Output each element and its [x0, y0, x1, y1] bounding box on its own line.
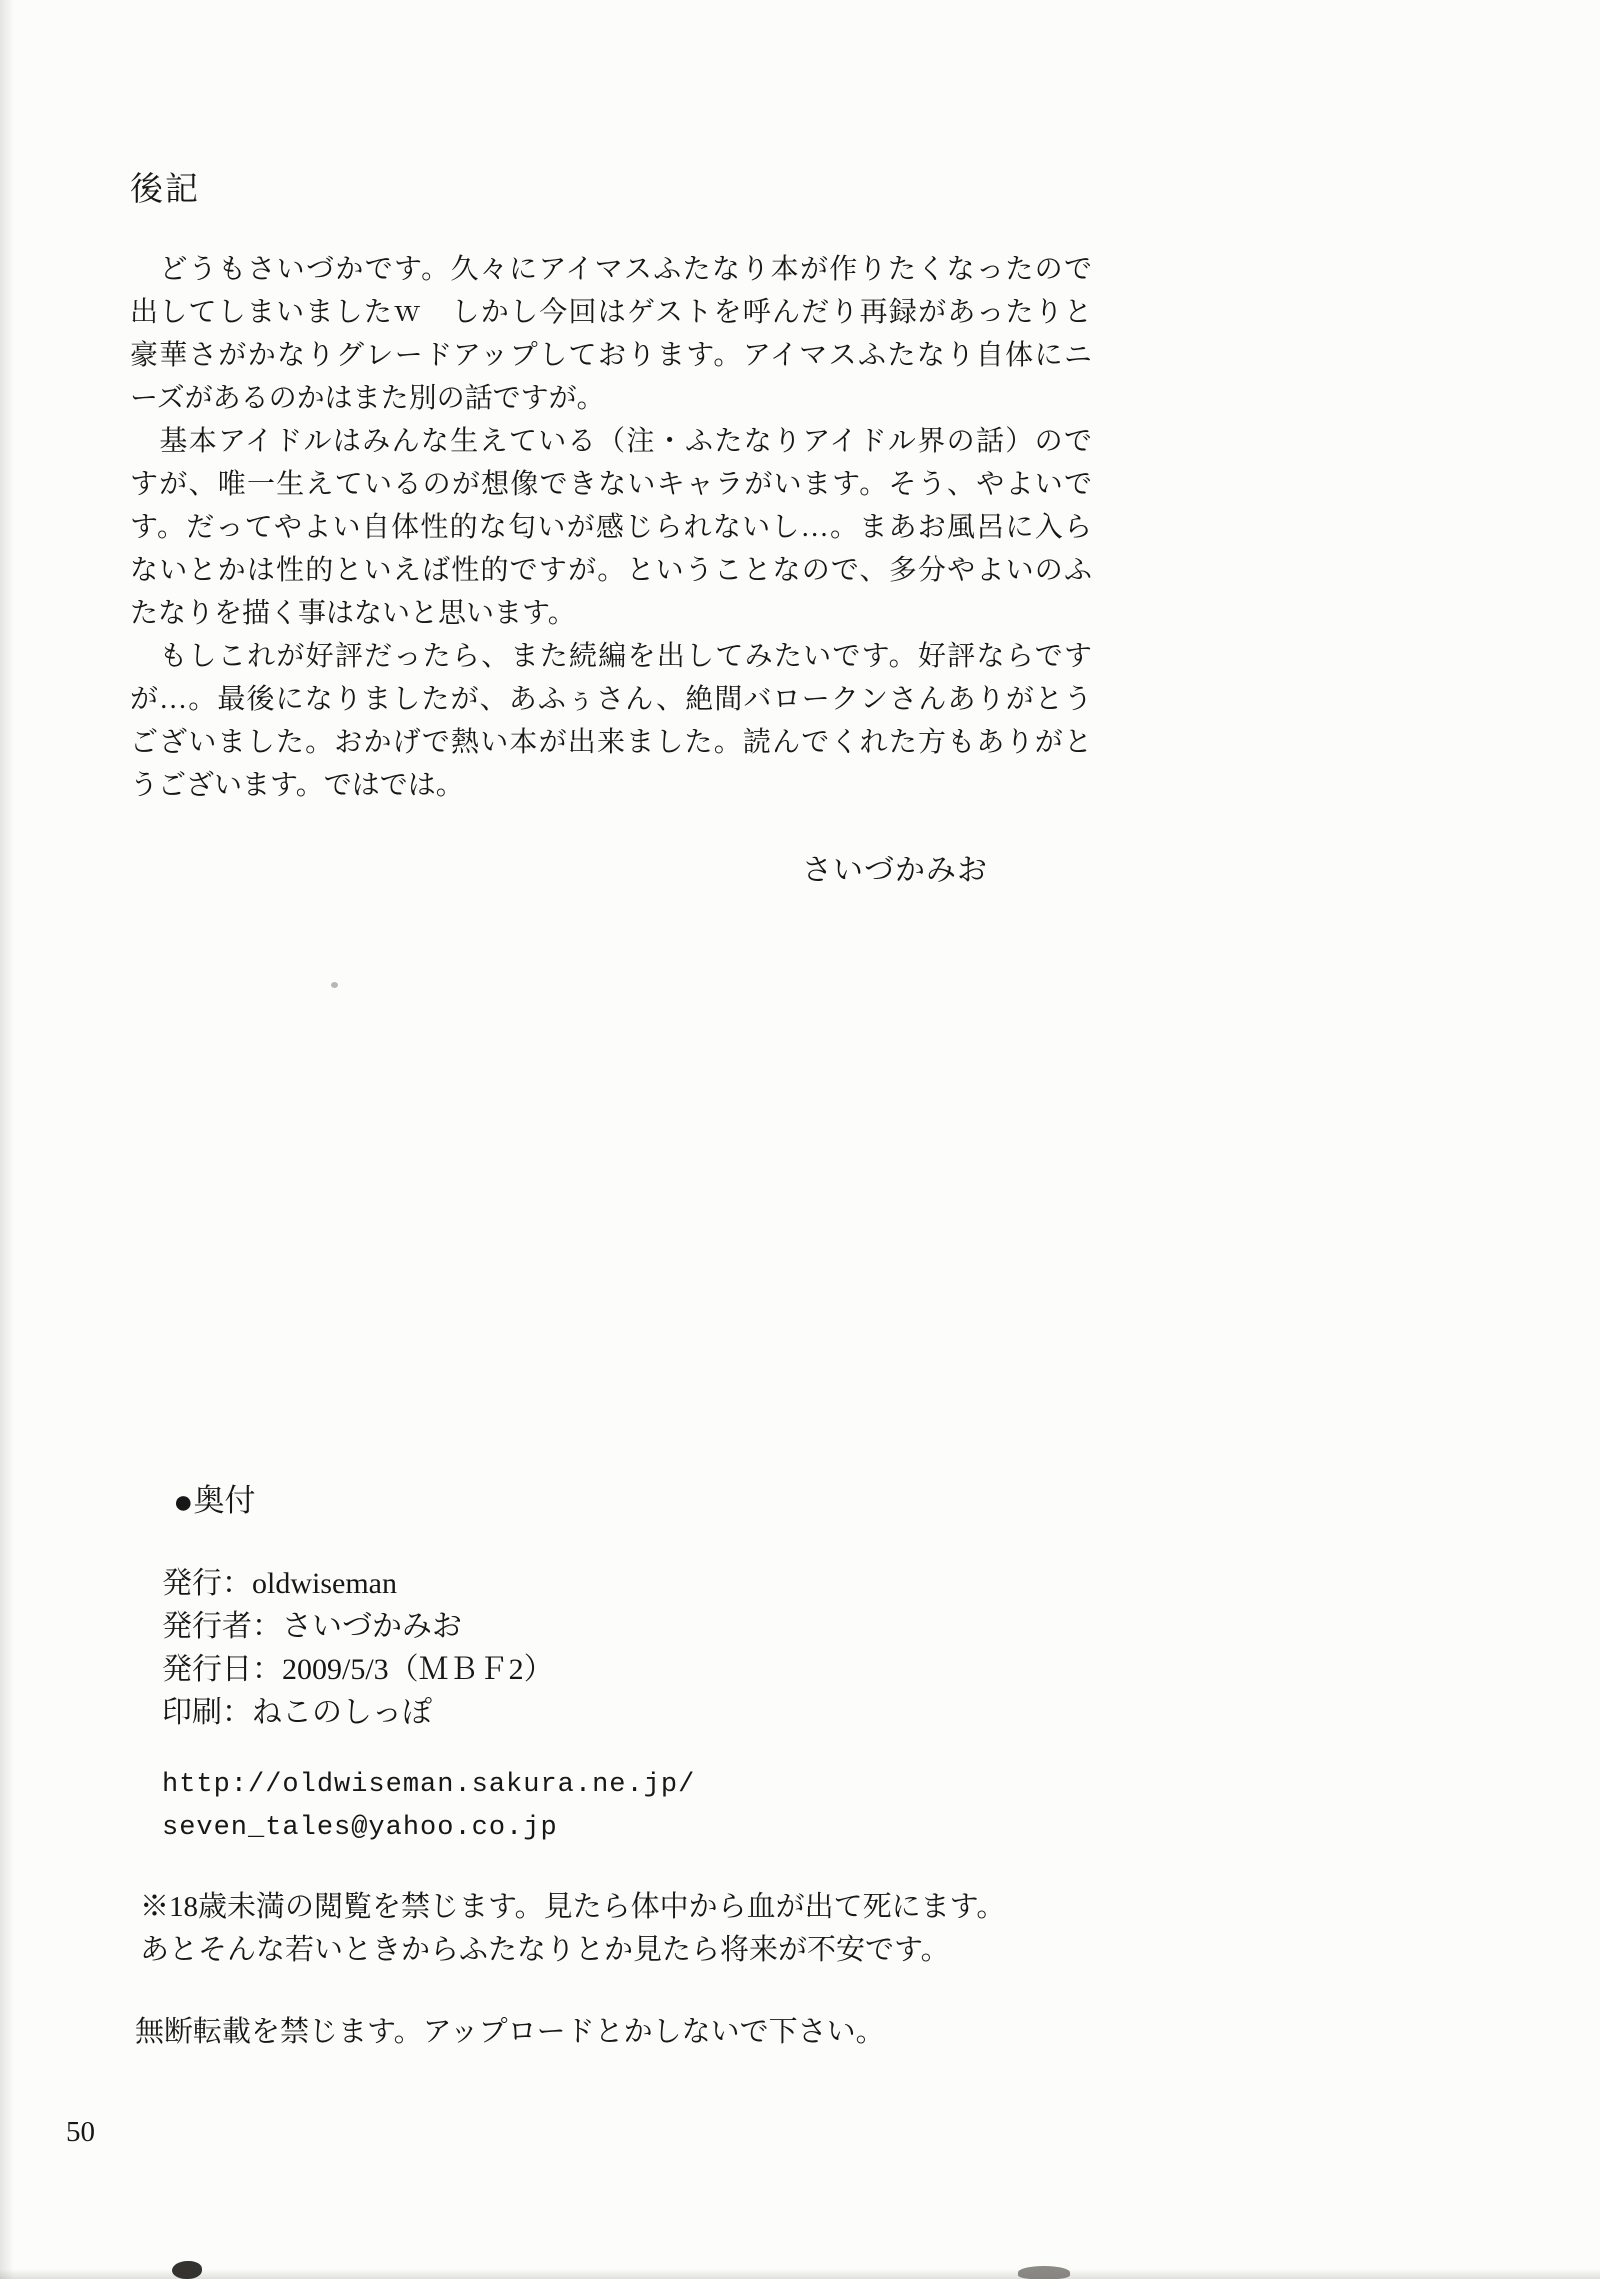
colophon-publication-info: [162, 1562, 554, 1734]
colophon-heading: [173, 1479, 256, 1525]
afterword-line: すが、唯一生えているのが想像できないキャラがいます。そう、やよいで: [130, 469, 1092, 500]
age-warning-line: ※18歳未満の閲覧を禁じます。見たら体中から血が出て死にます。: [140, 1891, 1006, 1923]
age-warning-line: あとそんな若いときからふたなりとか見たら将来が不安です。: [140, 1934, 950, 1966]
page-number: 50: [66, 2116, 95, 2148]
scan-edge-shading: [0, 2269, 1600, 2279]
author-signature: さいづかみお: [802, 854, 988, 887]
scan-edge-shading: [0, 0, 14, 2279]
afterword-line: 出してしまいましたｗ しかし今回はゲストを呼んだり再録があったりと: [130, 297, 1092, 328]
afterword-line: うございます。ではでは。: [130, 770, 464, 801]
afterword-heading: 後記: [130, 172, 200, 208]
printer-line: 印刷：ねこのしっぽ: [162, 1696, 432, 1729]
afterword-body: [130, 248, 1092, 807]
afterword-line: す。だってやよい自体性的な匂いが感じられないし…。まあお風呂に入ら: [130, 512, 1092, 543]
afterword-line: もしこれが好評だったら、また続編を出してみたいです。好評ならです: [130, 641, 1092, 672]
colophon-contact-info: [162, 1764, 695, 1850]
bullet-icon: ●: [173, 1484, 194, 1521]
scan-artifact: [1018, 2266, 1070, 2279]
afterword-line: どうもさいづかです。久々にアイマスふたなり本が作りたくなったので: [130, 254, 1092, 285]
author-line: 発行者：さいづかみお: [162, 1610, 462, 1643]
website-url: http://oldwiseman.sakura.ne.jp/: [162, 1770, 696, 1800]
colophon-heading-label: 奥付: [193, 1483, 256, 1518]
afterword-line: が…。最後になりましたが、あふぅさん、絶間バロークンさんありがとう: [130, 684, 1092, 715]
repost-notice: 無断転載を禁じます。アップロードとかしないで下さい。: [135, 2016, 885, 2048]
afterword-line: 豪華さがかなりグレードアップしております。アイマスふたなり自体にニ: [130, 340, 1092, 371]
afterword-line: たなりを描く事はないと思います。: [130, 598, 576, 629]
age-warning: [140, 1886, 1005, 1972]
afterword-line: ございました。おかげで熱い本が出来ました。読んでくれた方もありがと: [130, 727, 1092, 758]
scan-artifact: [172, 2261, 202, 2279]
afterword-line: ないとかは性的といえば性的ですが。ということなので、多分やよいのふ: [130, 555, 1092, 586]
email-address: seven_tales@yahoo.co.jp: [162, 1813, 558, 1843]
afterword-line: ーズがあるのかはまた別の話ですが。: [130, 383, 605, 414]
scan-artifact: [331, 982, 338, 988]
publish-date-line: 発行日：2009/5/3（ＭＢＦ2）: [162, 1653, 554, 1686]
afterword-line: 基本アイドルはみんな生えている（注・ふたなりアイドル界の話）ので: [130, 426, 1092, 457]
publisher-line: 発行：oldwiseman: [162, 1567, 397, 1600]
